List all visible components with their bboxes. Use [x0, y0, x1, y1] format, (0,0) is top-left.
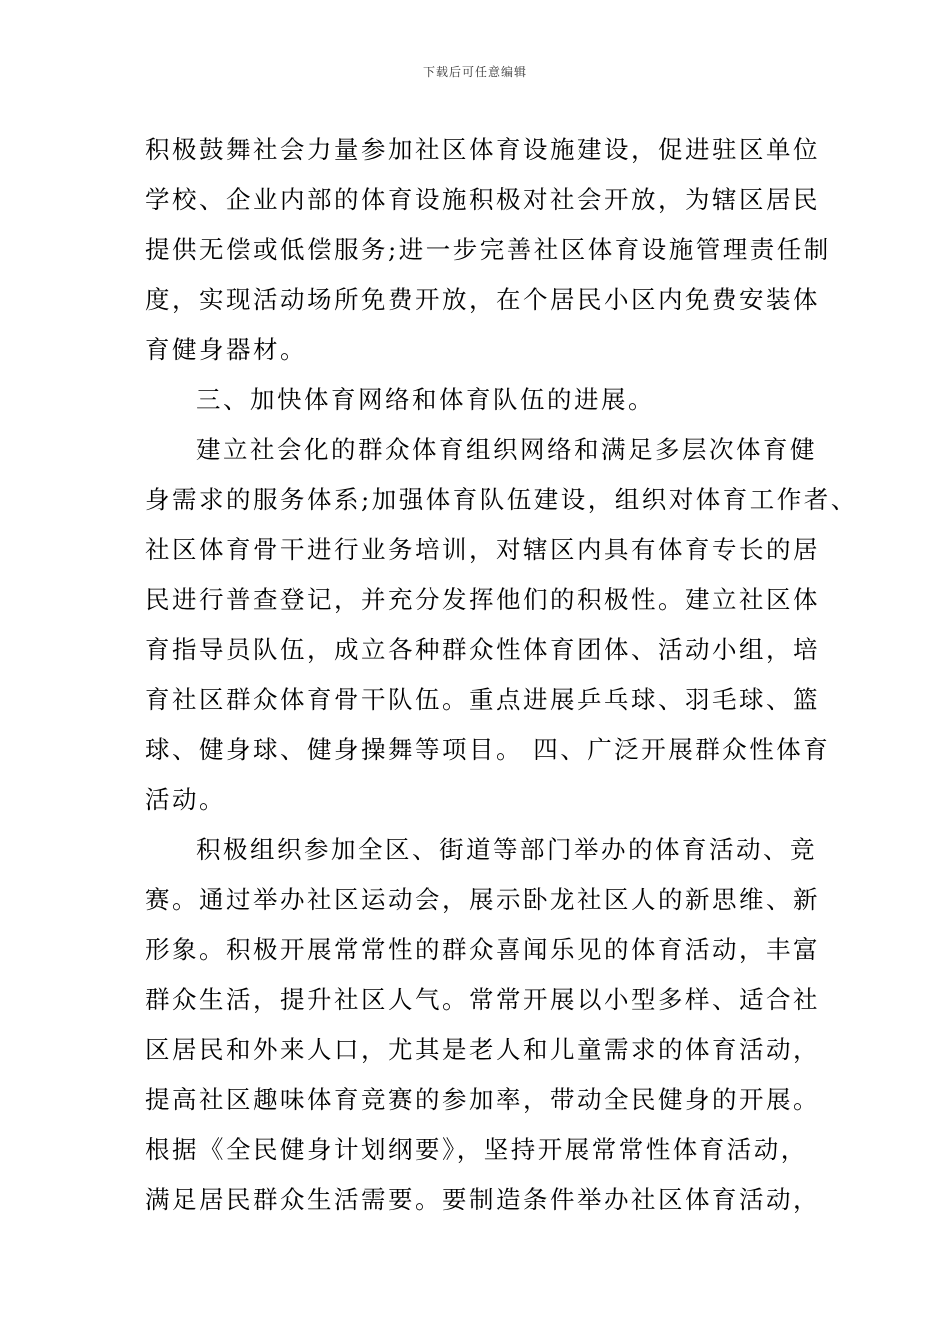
- text-line: 育社区群众体育骨干队伍。重点进展乒乓球、羽毛球、篮: [145, 685, 820, 714]
- body-text: [145, 125, 858, 1225]
- text-line: 赛。通过举办社区运动会，展示卧龙社区人的新思维、新: [145, 885, 820, 914]
- page-header: 下载后可任意编辑: [422, 65, 527, 79]
- text-line: 提高社区趣味体育竞赛的参加率，带动全民健身的开展。: [145, 1085, 820, 1114]
- text-line: 学校、企业内部的体育设施积极对社会开放，为辖区居民: [145, 185, 820, 214]
- text-line: 育健身器材。: [145, 335, 307, 364]
- text-line: 根据《全民健身计划纲要》，坚持开展常常性体育活动，: [145, 1135, 808, 1164]
- text-line: 育指导员队伍，成立各种群众性体育团体、活动小组，培: [145, 635, 820, 664]
- text-line: 身需求的服务体系;加强体育队伍建设，组织对体育工作者、: [145, 485, 858, 514]
- text-line: 活动。: [145, 785, 226, 814]
- text-line: 积极组织参加全区、街道等部门举办的体育活动、竞: [196, 835, 817, 864]
- text-line: 球、健身球、健身操舞等项目。 四、广泛开展群众性体育: [145, 735, 831, 764]
- text-line: 提供无偿或低偿服务;进一步完善社区体育设施管理责任制: [145, 235, 831, 264]
- text-line: 社区体育骨干进行业务培训，对辖区内具有体育专长的居: [145, 535, 820, 564]
- text-line: 三、加快体育网络和体育队伍的进展。: [196, 385, 655, 414]
- text-line: 形象。积极开展常常性的群众喜闻乐见的体育活动，丰富: [145, 935, 820, 964]
- text-line: 民进行普查登记，并充分发挥他们的积极性。建立社区体: [145, 585, 820, 614]
- text-line: 建立社会化的群众体育组织网络和满足多层次体育健: [196, 435, 817, 464]
- text-line: 满足居民群众生活需要。要制造条件举办社区体育活动，: [145, 1185, 820, 1214]
- text-line: 度，实现活动场所免费开放，在个居民小区内免费安装体: [145, 285, 820, 314]
- text-line: 群众生活，提升社区人气。常常开展以小型多样、适合社: [145, 985, 820, 1014]
- text-line: 积极鼓舞社会力量参加社区体育设施建设，促进驻区单位: [145, 135, 820, 164]
- text-line: 区居民和外来人口，尤其是老人和儿童需求的体育活动，: [145, 1035, 820, 1064]
